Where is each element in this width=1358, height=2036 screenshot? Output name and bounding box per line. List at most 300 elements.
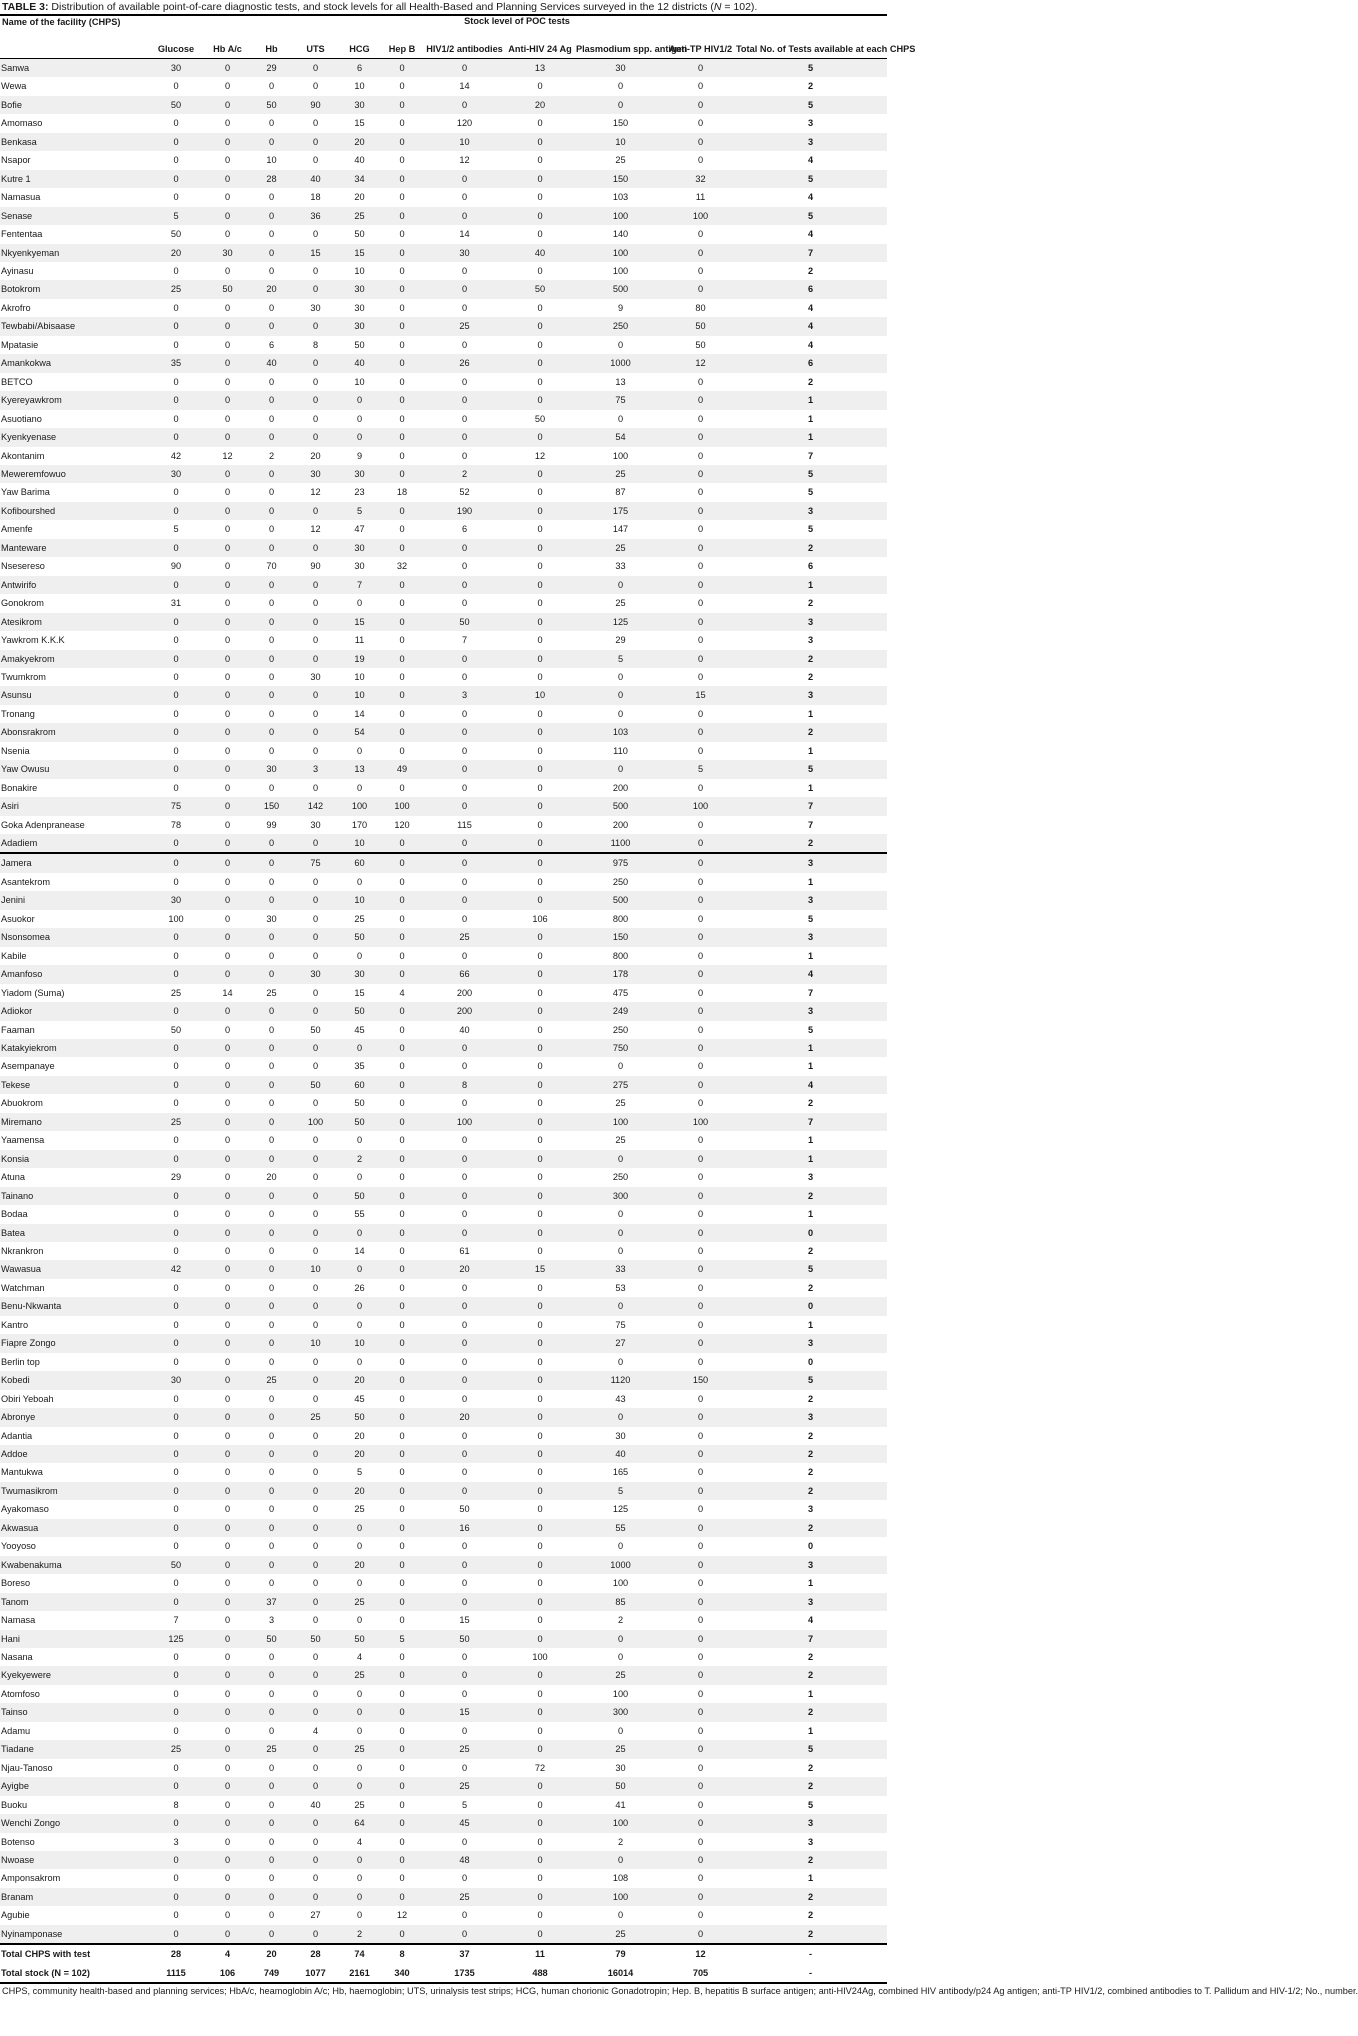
cell-anti-tp-hiv: 0 [697, 1651, 704, 1662]
cell-glucose: 0 [147, 1187, 205, 1205]
cell-anti-tp-hiv: 0 [697, 745, 704, 756]
cell-glucose: 0 [147, 1297, 205, 1315]
cell-hep-b: 49 [381, 760, 423, 778]
cell-hcg: 0 [356, 1135, 363, 1146]
cell-plasmodium-antigen: 40 [574, 1445, 667, 1463]
cell-plasmodium-antigen: 5 [574, 650, 667, 668]
cell-hep-b: 5 [381, 1630, 423, 1648]
cell-glucose: 28 [147, 1944, 205, 1963]
cell-hiv-antibodies: 25 [423, 1740, 506, 1758]
cell-total-tests: 5 [807, 487, 814, 498]
cell-plasmodium-antigen: 25 [615, 1135, 626, 1146]
cell-total-tests: 2 [734, 1777, 887, 1795]
facility-name-cell: Senase [0, 207, 147, 225]
table-row [0, 797, 887, 815]
cell-anti-tp-hiv: 0 [667, 1039, 734, 1057]
cell-hcg: 0 [356, 950, 363, 961]
cell-hba1c: 0 [224, 1762, 231, 1773]
cell-hiv-antibodies: 0 [461, 1578, 468, 1589]
table-row [0, 1611, 887, 1629]
facility-name-cell: Amponsakrom [1, 1873, 61, 1884]
table-row [0, 1759, 887, 1777]
cell-total-tests: 4 [807, 155, 814, 166]
table-row [0, 1408, 887, 1426]
cell-total-tests: 5 [734, 207, 887, 225]
cell-hcg: 25 [338, 1666, 381, 1684]
cell-uts: 75 [293, 853, 338, 872]
cell-hba1c: 0 [205, 686, 250, 704]
cell-total-tests: 3 [734, 1002, 887, 1020]
table-row [0, 928, 887, 946]
cell-hcg: 6 [338, 59, 381, 78]
cell-hep-b: 12 [396, 1910, 408, 1921]
cell-plasmodium-antigen: 475 [612, 987, 629, 998]
cell-hiv-antibodies: 0 [423, 1297, 506, 1315]
cell-anti-tp-hiv: 0 [697, 1799, 704, 1810]
poc-stock-table [0, 14, 916, 1984]
cell-plasmodium-antigen: 0 [574, 1297, 667, 1315]
cell-anti-hiv-24ag: 0 [506, 1666, 574, 1684]
cell-hba1c: 106 [205, 1964, 250, 1983]
cell-hb: 30 [250, 760, 293, 778]
cell-glucose: 0 [147, 428, 205, 446]
cell-anti-tp-hiv: 0 [667, 1593, 734, 1611]
cell-anti-hiv-24ag: 0 [537, 1615, 543, 1626]
cell-hba1c: 0 [205, 465, 250, 483]
table-row [0, 1094, 887, 1112]
cell-uts: 90 [310, 561, 321, 572]
cell-hiv-antibodies: 0 [461, 1282, 468, 1293]
cell-uts: 30 [310, 302, 321, 313]
cell-anti-hiv-24ag: 0 [537, 229, 543, 240]
cell-hep-b: 120 [394, 819, 410, 830]
cell-hiv-antibodies: 48 [423, 1851, 506, 1869]
cell-anti-tp-hiv: 0 [667, 1408, 734, 1426]
cell-anti-hiv-24ag: 0 [506, 1408, 574, 1426]
table-row [0, 391, 887, 409]
facility-name-cell: Namasa [1, 1615, 36, 1626]
cell-hcg: 30 [338, 965, 381, 983]
cell-hba1c: 0 [224, 1246, 231, 1256]
cell-hba1c: 0 [205, 760, 250, 778]
table-row [0, 705, 887, 723]
cell-hba1c: 0 [205, 613, 250, 631]
cell-anti-hiv-24ag: 11 [506, 1944, 574, 1963]
cell-hcg: 0 [338, 1224, 381, 1242]
cell-glucose: 0 [173, 1246, 179, 1256]
cell-hiv-antibodies: 0 [423, 428, 506, 446]
cell-hb: 0 [250, 317, 293, 335]
cell-plasmodium-antigen: 178 [574, 965, 667, 983]
cell-anti-tp-hiv: 0 [667, 1851, 734, 1869]
cell-uts: 90 [293, 96, 338, 114]
cell-hb: 25 [266, 987, 277, 998]
cell-hcg: 50 [354, 229, 365, 240]
table-row [0, 1722, 887, 1740]
cell-plasmodium-antigen: 25 [574, 1740, 667, 1758]
facility-name-cell: Amanfoso [0, 965, 147, 983]
cell-hcg: 60 [338, 1076, 381, 1094]
cell-hba1c: 0 [205, 1297, 250, 1315]
cell-plasmodium-antigen: 0 [617, 1061, 624, 1072]
cell-hiv-antibodies: 0 [461, 1762, 468, 1773]
cell-glucose: 0 [147, 686, 205, 704]
cell-hb: 0 [268, 1356, 275, 1367]
cell-anti-tp-hiv: 0 [667, 1740, 734, 1758]
cell-hiv-antibodies: 0 [461, 876, 468, 887]
cell-uts: 36 [293, 207, 338, 225]
cell-anti-hiv-24ag: 100 [532, 1651, 548, 1662]
facility-name-cell: Abronye [0, 1408, 147, 1426]
cell-anti-hiv-24ag: 72 [534, 1762, 546, 1773]
cell-hcg: 25 [338, 1740, 381, 1758]
cell-anti-hiv-24ag: 0 [537, 635, 543, 646]
cell-hba1c: 0 [224, 192, 231, 203]
cell-hep-b: 0 [381, 1371, 423, 1389]
cell-uts: 0 [312, 1319, 319, 1330]
cell-glucose: 5 [173, 524, 179, 535]
cell-plasmodium-antigen: 150 [574, 170, 667, 188]
cell-total-tests: 1 [734, 428, 887, 446]
table-row [0, 668, 887, 686]
cell-glucose: 0 [147, 1925, 205, 1944]
cell-uts: 0 [293, 280, 338, 298]
cell-hep-b: 8 [381, 1944, 423, 1963]
cell-total-tests: 5 [734, 1260, 887, 1278]
cell-plasmodium-antigen: 750 [574, 1039, 667, 1057]
table-row [0, 1648, 887, 1666]
cell-hiv-antibodies: 0 [461, 1061, 468, 1072]
cell-hep-b: 0 [381, 465, 423, 483]
cell-hb: 0 [250, 1445, 293, 1463]
cell-hep-b: 0 [381, 1297, 423, 1315]
cell-anti-tp-hiv: 0 [697, 413, 704, 424]
cell-hep-b: 0 [399, 1615, 405, 1626]
cell-uts: 142 [293, 797, 338, 815]
cell-uts: 0 [312, 1209, 319, 1220]
cell-hba1c: 0 [205, 539, 250, 557]
cell-anti-tp-hiv: 0 [667, 723, 734, 741]
facility-name-cell: Jenini [0, 891, 147, 909]
cell-total-tests: 1 [807, 1578, 814, 1589]
table-row [0, 1113, 887, 1131]
cell-hba1c: 0 [205, 317, 250, 335]
cell-hba1c: 0 [224, 1319, 231, 1330]
cell-hb: 10 [266, 155, 277, 166]
cell-hba1c: 0 [224, 376, 231, 387]
cell-total-tests: 3 [734, 686, 887, 704]
cell-plasmodium-antigen: 140 [612, 229, 629, 240]
cell-glucose: 0 [173, 192, 179, 203]
cell-plasmodium-antigen: 1000 [574, 1556, 667, 1574]
cell-hep-b: 0 [399, 1873, 405, 1884]
cell-glucose: 0 [173, 1319, 179, 1330]
cell-hiv-antibodies: 30 [423, 244, 506, 262]
table-row [0, 1740, 887, 1758]
cell-uts: 0 [293, 686, 338, 704]
cell-anti-hiv-24ag: 0 [506, 928, 574, 946]
facility-name-cell: Fententaa [1, 229, 43, 240]
cell-anti-hiv-24ag: 0 [537, 1393, 543, 1404]
facility-name-cell: Asempanaye [1, 1061, 55, 1072]
facility-name-cell: Batea [0, 1224, 147, 1242]
cell-hep-b: 0 [399, 1541, 405, 1552]
cell-hcg: 0 [338, 1851, 381, 1869]
facility-name-cell: Benu-Nkwanta [0, 1297, 147, 1315]
cell-hba1c: 0 [205, 853, 250, 872]
cell-hep-b: 0 [399, 413, 405, 424]
cell-hba1c: 0 [224, 1799, 231, 1810]
cell-anti-hiv-24ag: 0 [506, 1888, 574, 1906]
cell-anti-hiv-24ag: 0 [506, 613, 574, 631]
cell-anti-tp-hiv: 80 [695, 302, 706, 313]
cell-anti-tp-hiv: 0 [667, 391, 734, 409]
table-row [0, 1537, 887, 1555]
cell-hiv-antibodies: 0 [423, 1482, 506, 1500]
cell-anti-hiv-24ag: 0 [537, 155, 543, 166]
cell-hiv-antibodies: 0 [423, 1666, 506, 1684]
table-row [0, 834, 887, 853]
cell-glucose: 0 [173, 1393, 179, 1404]
table-row [0, 1297, 887, 1315]
cell-total-tests: 4 [734, 965, 887, 983]
cell-total-tests: 1 [807, 1688, 814, 1699]
cell-total-tests: 2 [734, 1851, 887, 1869]
cell-plasmodium-antigen: 25 [574, 465, 667, 483]
cell-uts: 0 [293, 1666, 338, 1684]
cell-plasmodium-antigen: 975 [574, 853, 667, 872]
cell-hb: 0 [268, 1873, 275, 1884]
cell-total-tests: 0 [807, 1541, 814, 1552]
cell-glucose: 0 [147, 539, 205, 557]
facility-name-cell: Miremano [0, 1113, 147, 1131]
cell-hiv-antibodies: 200 [423, 1002, 506, 1020]
cell-hb: 0 [268, 192, 275, 203]
cell-hba1c: 0 [224, 339, 231, 350]
cell-hep-b: 0 [399, 118, 405, 129]
cell-uts: 1077 [293, 1964, 338, 1983]
cell-hiv-antibodies: 25 [423, 1777, 506, 1795]
facility-name-cell: Wawasua [0, 1260, 147, 1278]
cell-anti-hiv-24ag: 0 [506, 650, 574, 668]
cell-anti-hiv-24ag: 0 [506, 1593, 574, 1611]
cell-glucose: 0 [147, 650, 205, 668]
cell-hb: 0 [250, 1334, 293, 1352]
column-header-hb: Hb [265, 44, 278, 54]
cell-hb: 70 [266, 561, 277, 572]
cell-hb: 28 [250, 170, 293, 188]
cell-hb: 0 [268, 1209, 275, 1220]
cell-anti-tp-hiv: 0 [697, 1282, 704, 1293]
facility-name-cell: Gonokrom [1, 598, 44, 609]
cell-hb: 0 [268, 1836, 275, 1847]
cell-hba1c: 0 [205, 723, 250, 741]
cell-hiv-antibodies: 3 [423, 686, 506, 704]
cell-plasmodium-antigen: 75 [574, 391, 667, 409]
table-row [0, 1851, 887, 1869]
cell-hb: 0 [268, 1061, 275, 1072]
table-row [0, 1519, 887, 1537]
cell-anti-tp-hiv: 0 [667, 1703, 734, 1721]
cell-hcg: 20 [354, 192, 365, 203]
cell-hb: 0 [250, 502, 293, 520]
cell-hb: 0 [268, 265, 275, 276]
cell-hep-b: 0 [381, 1703, 423, 1721]
table-row [0, 1427, 887, 1445]
caption-n-value: = 102). [721, 1, 758, 13]
facility-name-cell: Obiri Yeboah [1, 1393, 54, 1404]
cell-anti-tp-hiv: 0 [667, 1297, 734, 1315]
cell-anti-tp-hiv: 0 [667, 1224, 734, 1242]
cell-glucose: 0 [147, 1888, 205, 1906]
cell-plasmodium-antigen: 108 [612, 1873, 629, 1884]
cell-anti-hiv-24ag: 0 [506, 1113, 574, 1131]
cell-anti-tp-hiv: 0 [667, 613, 734, 631]
cell-total-tests: 2 [734, 723, 887, 741]
cell-hb: 0 [250, 686, 293, 704]
cell-glucose: 0 [173, 1098, 179, 1109]
cell-total-tests: 2 [807, 1467, 814, 1478]
cell-hep-b: 0 [399, 1246, 405, 1256]
table-row [0, 1925, 887, 1944]
cell-anti-hiv-24ag: 0 [537, 1172, 543, 1183]
cell-hep-b: 0 [381, 317, 423, 335]
cell-uts: 0 [312, 1688, 319, 1699]
cell-total-tests: 2 [734, 650, 887, 668]
cell-hcg: 0 [356, 1910, 363, 1921]
cell-hb: 0 [250, 1556, 293, 1574]
table-row [0, 1168, 887, 1186]
cell-hep-b: 0 [399, 1467, 405, 1478]
cell-hep-b: 0 [381, 891, 423, 909]
cell-hcg: 10 [338, 891, 381, 909]
cell-hba1c: 0 [224, 1393, 231, 1404]
facility-name-cell: Tiadane [0, 1740, 147, 1758]
cell-hep-b: 0 [381, 613, 423, 631]
cell-glucose: 8 [173, 1799, 179, 1810]
cell-glucose: 0 [147, 1076, 205, 1094]
cell-hcg: 20 [338, 1482, 381, 1500]
cell-hep-b: 0 [381, 1260, 423, 1278]
cell-hiv-antibodies: 50 [423, 613, 506, 631]
cell-hb: 0 [268, 1024, 275, 1035]
cell-anti-hiv-24ag: 0 [537, 118, 543, 129]
cell-hcg: 14 [354, 708, 365, 719]
cell-hba1c: 0 [205, 1408, 250, 1426]
cell-total-tests: 1 [734, 1039, 887, 1057]
cell-uts: 0 [312, 1061, 319, 1072]
cell-hba1c: 0 [224, 1836, 231, 1847]
cell-hep-b: 0 [399, 1725, 405, 1736]
cell-anti-tp-hiv: 0 [667, 650, 734, 668]
cell-hep-b: 32 [396, 561, 408, 572]
cell-glucose: 0 [147, 170, 205, 188]
cell-hiv-antibodies: 0 [423, 96, 506, 114]
cell-hcg: 0 [356, 1615, 363, 1626]
cell-uts: 0 [293, 1371, 338, 1389]
cell-total-tests: 3 [807, 1172, 814, 1183]
cell-hcg: 30 [338, 280, 381, 298]
cell-anti-tp-hiv: 0 [697, 1541, 704, 1552]
cell-glucose: 0 [147, 317, 205, 335]
cell-hiv-antibodies: 0 [461, 671, 468, 682]
cell-hiv-antibodies: 0 [461, 745, 468, 756]
cell-total-tests: 3 [734, 613, 887, 631]
cell-hcg: 20 [338, 1445, 381, 1463]
cell-total-tests: 3 [807, 635, 814, 646]
column-header-hcg: HCG [349, 44, 370, 54]
cell-hiv-antibodies: 0 [423, 170, 506, 188]
table-row [0, 77, 887, 95]
facility-name-cell: Asiri [0, 797, 147, 815]
cell-hiv-antibodies: 0 [461, 1873, 468, 1884]
cell-uts: 30 [310, 671, 321, 682]
table-row [0, 1445, 887, 1463]
cell-plasmodium-antigen: 0 [617, 81, 624, 92]
cell-uts: 0 [293, 928, 338, 946]
cell-hba1c: 14 [222, 987, 233, 998]
facility-name-cell: Nsesereso [1, 561, 45, 572]
cell-anti-hiv-24ag: 0 [537, 339, 543, 350]
cell-hcg: 9 [356, 450, 363, 461]
cell-hep-b: 0 [399, 598, 405, 609]
cell-hb: 0 [250, 1297, 293, 1315]
cell-uts: 0 [312, 708, 319, 719]
cell-total-tests: 2 [807, 1430, 814, 1441]
cell-hba1c: 0 [224, 118, 231, 129]
cell-glucose: 30 [147, 465, 205, 483]
cell-hcg: 14 [354, 1246, 365, 1256]
cell-glucose: 0 [147, 502, 205, 520]
cell-uts: 0 [312, 1172, 319, 1183]
table-caption [0, 0, 887, 14]
facility-name-cell: Kyekyewere [0, 1666, 147, 1684]
cell-hb: 0 [250, 1187, 293, 1205]
cell-glucose: 0 [173, 1910, 179, 1921]
facility-name-cell: Kobedi [0, 1371, 147, 1389]
cell-uts: 0 [312, 265, 319, 276]
cell-hba1c: 0 [224, 1135, 231, 1146]
table-row [0, 557, 887, 575]
cell-plasmodium-antigen: 0 [617, 1725, 624, 1736]
cell-anti-hiv-24ag: 0 [506, 1556, 574, 1574]
cell-hiv-antibodies: 0 [461, 1467, 468, 1478]
facility-name-cell: Amakyekrom [0, 650, 147, 668]
cell-hcg: 7 [338, 576, 381, 594]
cell-hiv-antibodies: 0 [423, 391, 506, 409]
cell-glucose: 0 [147, 1224, 205, 1242]
cell-uts: 0 [312, 1504, 319, 1515]
cell-anti-tp-hiv: 0 [697, 1172, 704, 1183]
cell-plasmodium-antigen: 125 [574, 613, 667, 631]
cell-anti-tp-hiv: 0 [667, 928, 734, 946]
cell-anti-tp-hiv: 0 [697, 1430, 704, 1441]
cell-anti-hiv-24ag: 0 [537, 376, 543, 387]
cell-uts: 0 [293, 576, 338, 594]
cell-glucose: 0 [173, 487, 179, 498]
cell-hcg: 19 [338, 650, 381, 668]
cell-hcg: 10 [338, 686, 381, 704]
cell-hiv-antibodies: 0 [423, 650, 506, 668]
facility-name-cell: Nyinamponase [0, 1925, 147, 1944]
cell-hb: 749 [250, 1964, 293, 1983]
cell-uts: 0 [312, 913, 319, 924]
cell-anti-hiv-24ag: 0 [537, 1504, 543, 1515]
cell-uts: 0 [312, 81, 319, 92]
cell-glucose: 0 [173, 413, 179, 424]
cell-hep-b: 0 [381, 1814, 423, 1832]
table-row [0, 520, 887, 538]
